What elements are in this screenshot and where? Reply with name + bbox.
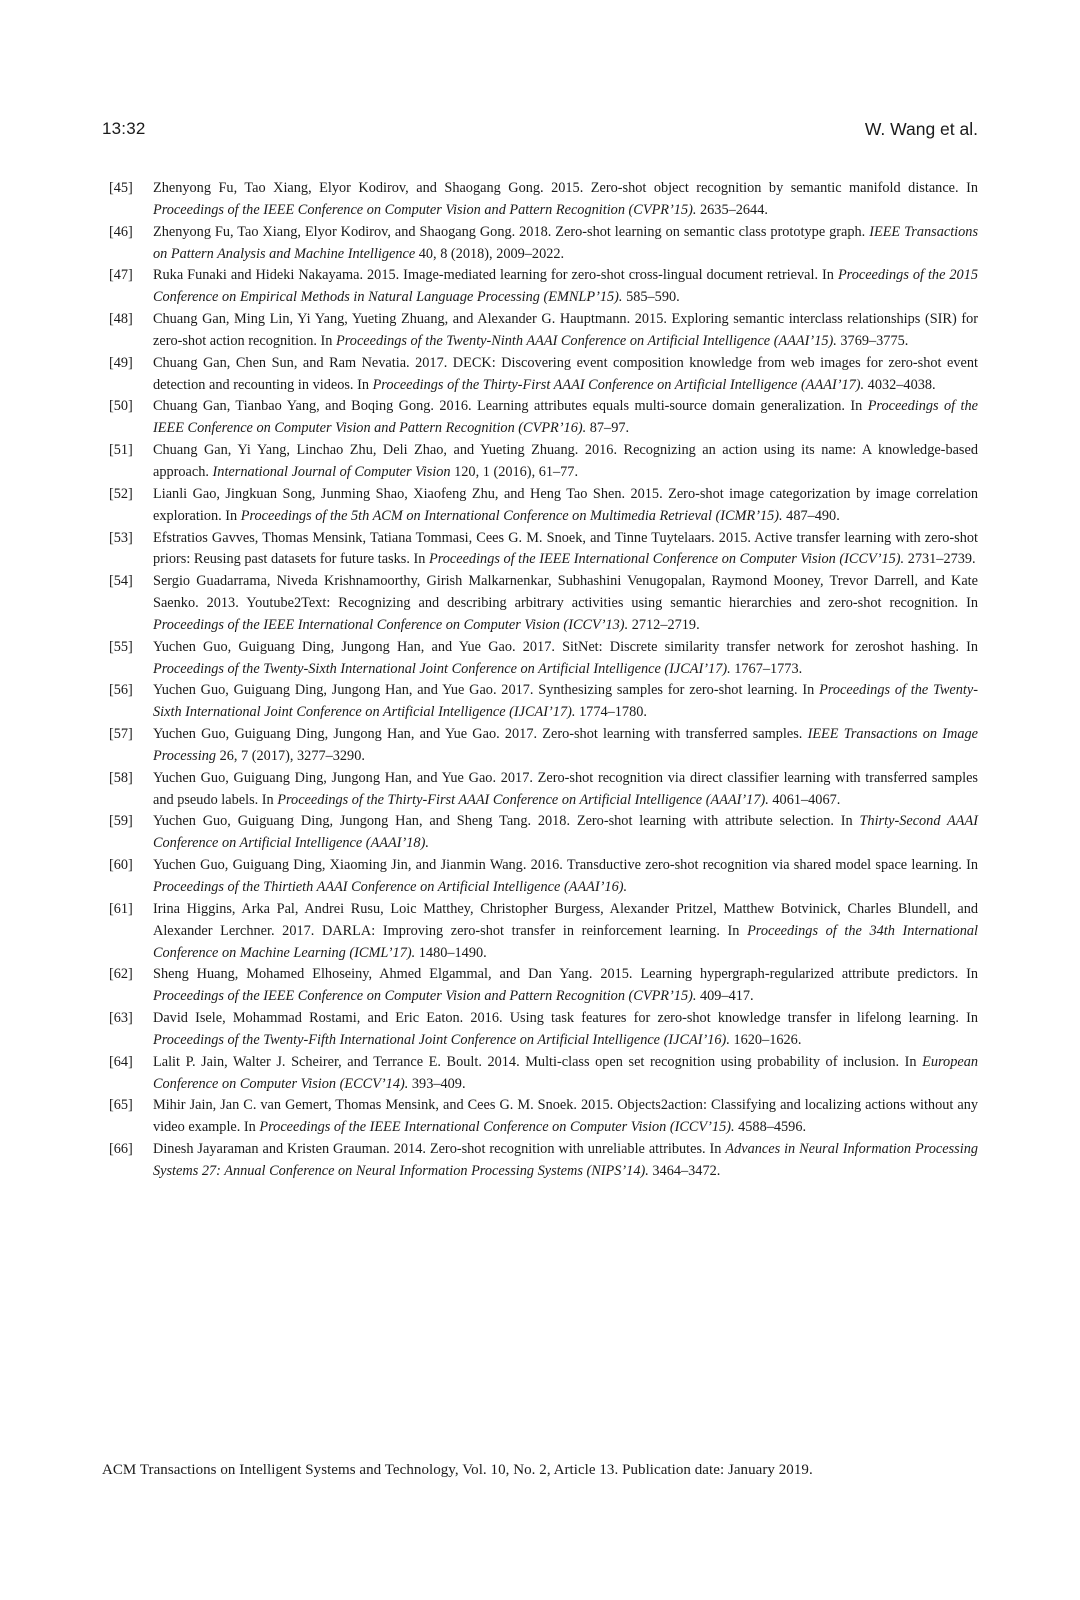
reference-venue: Proceedings of the Thirty-First AAAI Conference on Artificial Intelligence (AAAI’17).: [372, 376, 865, 393]
reference-number: [54]: [109, 573, 133, 590]
reference-venue: Proceedings of the Twenty-Sixth International Joint Conference on Artificial Intelligence (IJCAI’17).: [153, 660, 731, 677]
reference-segment: 585–590.: [622, 289, 680, 306]
reference-entry: [102, 1095, 978, 1139]
reference-entry: [102, 222, 978, 266]
reference-venue: Proceedings of the IEEE International Conference on Computer Vision (ICCV’13).: [153, 616, 629, 633]
reference-segment: David Isele, Mohammad Rostami, and Eric Eaton. 2016. Using task features for zero-shot knowledge transfer in lifelong learning. In: [153, 1010, 978, 1027]
reference-segment: 4032–4038.: [864, 376, 936, 393]
reference-segment: Chuang Gan, Yi Yang, Linchao Zhu, Deli Zhao, and Yueting Zhuang. 2016. Recognizing an action using its name: A knowledge-based approach.: [153, 442, 978, 480]
reference-segment: 3769–3775.: [836, 332, 909, 349]
reference-text: [153, 768, 978, 812]
reference-text: [153, 855, 978, 899]
reference-segment: 1774–1780.: [575, 704, 647, 721]
reference-number: [57]: [109, 726, 133, 743]
reference-segment: 87–97.: [586, 420, 630, 437]
reference-venue: Proceedings of the Thirtieth AAAI Conference on Artificial Intelligence (AAAI’16).: [153, 879, 628, 895]
reference-segment: Yuchen Guo, Guiguang Ding, Jungong Han, and Yue Gao. 2017. Zero-shot learning with transferred samples.: [153, 726, 808, 743]
reference-venue: Proceedings of the IEEE Conference on Computer Vision and Pattern Recognition (CVPR’15).: [153, 201, 697, 218]
reference-entry: [102, 811, 978, 855]
reference-number: [58]: [109, 769, 133, 786]
reference-text: [153, 680, 978, 724]
reference-entry: [102, 265, 978, 309]
reference-segment: Yuchen Guo, Guiguang Ding, Jungong Han, and Yue Gao. 2017. Zero-shot recognition via direct classifier learning with transferred samples and pseudo labels. In: [153, 769, 978, 808]
reference-text: [153, 178, 978, 222]
reference-entry: [102, 724, 978, 768]
reference-number: [53]: [109, 529, 133, 546]
reference-segment: Yuchen Guo, Guiguang Ding, Jungong Han, and Yue Gao. 2017. SitNet: Discrete similarity transfer network for zeroshot hashing. In: [153, 638, 978, 655]
reference-venue: Proceedings of the Twenty-Ninth AAAI Conference on Artificial Intelligence (AAAI’15).: [336, 332, 837, 349]
reference-entry: [102, 1052, 978, 1096]
reference-number: [66]: [109, 1141, 133, 1158]
reference-text: [153, 222, 978, 266]
reference-segment: Lianli Gao, Jingkuan Song, Junming Shao, Xiaofeng Zhu, and Heng Tao Shen. 2015. Zero-shot image categorization by image correlation exploration. In: [153, 485, 978, 524]
reference-segment: 1480–1490.: [415, 944, 487, 961]
reference-entry: [102, 964, 978, 1008]
reference-venue: Thirty-Second AAAI Conference on Artificial Intelligence (AAAI’18).: [153, 813, 978, 852]
running-head: W. Wang et al.: [864, 119, 978, 139]
reference-number: [50]: [109, 398, 133, 415]
reference-text: [153, 396, 978, 440]
reference-entry: [102, 309, 978, 353]
reference-segment: 26, 7 (2017), 3277–3290.: [216, 747, 365, 764]
reference-segment: Lalit P. Jain, Walter J. Scheirer, and Terrance E. Boult. 2014. Multi-class open set recognition using probability of inclusion. In: [153, 1053, 923, 1070]
reference-venue: Proceedings of the IEEE Conference on Computer Vision and Pattern Recognition (CVPR’15).: [153, 988, 697, 1005]
reference-text: [153, 571, 978, 637]
reference-venue: Proceedings of the IEEE International Conference on Computer Vision (ICCV’15).: [259, 1119, 735, 1136]
reference-number: [62]: [109, 966, 133, 983]
reference-venue: Proceedings of the 5th ACM on International Conference on Multimedia Retrieval (ICMR’15).: [240, 507, 783, 524]
reference-segment: Chuang Gan, Chen Sun, and Ram Nevatia. 2017. DECK: Discovering event composition knowledge from web images for zero-shot event detection and recounting in videos. In: [153, 354, 978, 393]
reference-text: [153, 1139, 978, 1183]
reference-text: [153, 353, 978, 397]
reference-entry: [102, 768, 978, 812]
page-number: 13:32: [102, 119, 146, 138]
reference-segment: Yuchen Guo, Guiguang Ding, Jungong Han, and Sheng Tang. 2018. Zero-shot learning with attribute selection. In: [153, 813, 860, 830]
reference-text: [153, 637, 978, 681]
reference-segment: Ruka Funaki and Hideki Nakayama. 2015. Image-mediated learning for zero-shot cross-lingual document retrieval. In: [153, 267, 838, 284]
reference-entry: [102, 178, 978, 222]
reference-segment: 3464–3472.: [648, 1162, 721, 1179]
reference-segment: 40, 8 (2018), 2009–2022.: [415, 245, 565, 262]
reference-segment: Chuang Gan, Ming Lin, Yi Yang, Yueting Zhuang, and Alexander G. Hauptmann. 2015. Exploring semantic interclass relationships (SIR) for zero-shot action recognition. In: [153, 311, 978, 349]
reference-segment: 393–409.: [408, 1075, 466, 1092]
reference-number: [63]: [109, 1010, 133, 1027]
reference-segment: 2712–2719.: [628, 616, 700, 633]
reference-number: [49]: [109, 354, 133, 371]
reference-segment: Mihir Jain, Jan C. van Gemert, Thomas Mensink, and Cees G. M. Snoek. 2015. Objects2action: Classifying and localizing actions without any video example. In: [153, 1097, 978, 1136]
reference-segment: 2731–2739.: [904, 551, 976, 568]
reference-number: [65]: [109, 1097, 133, 1114]
reference-segment: 120, 1 (2016), 61–77.: [450, 463, 579, 480]
reference-number: [47]: [109, 267, 133, 284]
reference-entry: [102, 571, 978, 637]
reference-segment: Zhenyong Fu, Tao Xiang, Elyor Kodirov, and Shaogang Gong. 2018. Zero-shot learning on semantic class prototype graph.: [153, 223, 870, 240]
reference-number: [59]: [109, 813, 133, 830]
reference-entry: [102, 528, 978, 572]
reference-text: [153, 484, 978, 528]
reference-segment: Yuchen Guo, Guiguang Ding, Jungong Han, and Yue Gao. 2017. Synthesizing samples for zero-shot learning. In: [153, 682, 820, 699]
reference-venue: European Conference on Computer Vision (ECCV’14).: [153, 1053, 978, 1092]
reference-segment: 4061–4067.: [768, 791, 841, 808]
reference-segment: Chuang Gan, Tianbao Yang, and Boqing Gong. 2016. Learning attributes equals multi-source domain generalization. In: [153, 398, 868, 415]
reference-entry: [102, 1008, 978, 1052]
reference-number: [56]: [109, 682, 133, 699]
reference-list: [102, 178, 978, 1183]
reference-text: [153, 309, 978, 353]
reference-text: [153, 724, 978, 768]
page-header: [102, 119, 978, 147]
reference-segment: 2635–2644.: [696, 201, 768, 218]
reference-venue: Proceedings of the 34th International Conference on Machine Learning (ICML’17).: [153, 922, 978, 961]
reference-venue: Proceedings of the Twenty-Sixth International Joint Conference on Artificial Intelligence (IJCAI’17).: [153, 682, 978, 721]
reference-text: [153, 265, 978, 309]
reference-segment: 1620–1626.: [729, 1031, 802, 1048]
reference-entry: [102, 680, 978, 724]
reference-segment: Sheng Huang, Mohamed Elhoseiny, Ahmed Elgammal, and Dan Yang. 2015. Learning hypergraph-regularized attribute predictors. In: [153, 966, 978, 983]
reference-number: [60]: [109, 857, 133, 874]
reference-number: [61]: [109, 900, 133, 917]
reference-venue: Proceedings of the Twenty-Fifth International Joint Conference on Artificial Intelligence (IJCAI’16).: [153, 1031, 730, 1048]
reference-text: [153, 528, 978, 572]
reference-segment: Sergio Guadarrama, Niveda Krishnamoorthy, Girish Malkarnenkar, Subhashini Venugopalan, Raymond Mooney, Trevor Darrell, and Kate Saenko. 2013. Youtube2Text: Recognizing and describing arbitrary activities using semantic hierarchies and zero-shot recognition. In: [153, 573, 978, 612]
reference-venue: Proceedings of the IEEE International Conference on Computer Vision (ICCV’15).: [428, 551, 905, 568]
reference-number: [48]: [109, 311, 133, 328]
reference-segment: 487–490.: [782, 507, 840, 524]
reference-text: [153, 440, 978, 484]
reference-entry: [102, 855, 978, 899]
reference-text: [153, 964, 978, 1008]
reference-segment: Irina Higgins, Arka Pal, Andrei Rusu, Loic Matthey, Christopher Burgess, Alexander Pritzel, Matthew Botvinick, Charles Blundell, and Alexander Lerchner. 2017. DARLA: Improving zero-shot transfer in reinforcement learning. In: [153, 900, 978, 939]
reference-text: [153, 811, 978, 855]
reference-segment: 1767–1773.: [730, 660, 803, 677]
reference-venue: IEEE Transactions on Image Processing: [153, 726, 978, 764]
reference-entry: [102, 440, 978, 484]
reference-entry: [102, 899, 978, 965]
reference-entry: [102, 484, 978, 528]
reference-number: [45]: [109, 180, 133, 196]
reference-segment: 4588–4596.: [734, 1119, 807, 1136]
reference-segment: Efstratios Gavves, Thomas Mensink, Tatiana Tommasi, Cees G. M. Snoek, and Tinne Tuytelaars. 2015. Active transfer learning with zero-shot priors: Reusing past datasets for future tasks. In: [153, 529, 978, 568]
reference-text: [153, 1095, 978, 1139]
reference-entry: [102, 396, 978, 440]
reference-venue: Proceedings of the IEEE Conference on Computer Vision and Pattern Recognition (CVPR’16).: [153, 398, 979, 437]
reference-venue: Proceedings of the Thirty-First AAAI Conference on Artificial Intelligence (AAAI’17).: [277, 791, 769, 808]
reference-entry: [102, 353, 978, 397]
reference-text: [153, 1052, 978, 1096]
reference-number: [64]: [109, 1053, 133, 1070]
reference-venue: Proceedings of the 2015 Conference on Empirical Methods in Natural Language Processing (EMNLP’15).: [153, 267, 979, 306]
reference-segment: 409–417.: [696, 988, 754, 1005]
reference-venue: Advances in Neural Information Processing Systems 27: Annual Conference on Neural Information Processing Systems (NIPS’14).: [153, 1141, 978, 1179]
reference-segment: Dinesh Jayaraman and Kristen Grauman. 2014. Zero-shot recognition with unreliable attributes. In: [153, 1141, 726, 1158]
reference-text: [153, 1008, 978, 1052]
reference-entry: [102, 1139, 978, 1183]
reference-segment: Yuchen Guo, Guiguang Ding, Xiaoming Jin, and Jianmin Wang. 2016. Transductive zero-shot recognition via shared model space learning. In: [153, 857, 978, 874]
reference-number: [46]: [109, 223, 133, 240]
reference-venue: IEEE Transactions on Pattern Analysis and Machine Intelligence: [153, 223, 979, 262]
reference-entry: [102, 637, 978, 681]
reference-text: [153, 899, 978, 965]
reference-segment: Zhenyong Fu, Tao Xiang, Elyor Kodirov, and Shaogang Gong. 2015. Zero-shot object recognition by semantic manifold distance. In: [153, 180, 978, 196]
reference-number: [52]: [109, 485, 133, 502]
reference-number: [55]: [109, 638, 133, 655]
reference-venue: International Journal of Computer Vision: [212, 463, 451, 480]
page-footer: ACM Transactions on Intelligent Systems and Technology, Vol. 10, No. 2, Article 13. Publication date: January 2019.: [102, 1462, 813, 1478]
reference-number: [51]: [109, 442, 133, 459]
